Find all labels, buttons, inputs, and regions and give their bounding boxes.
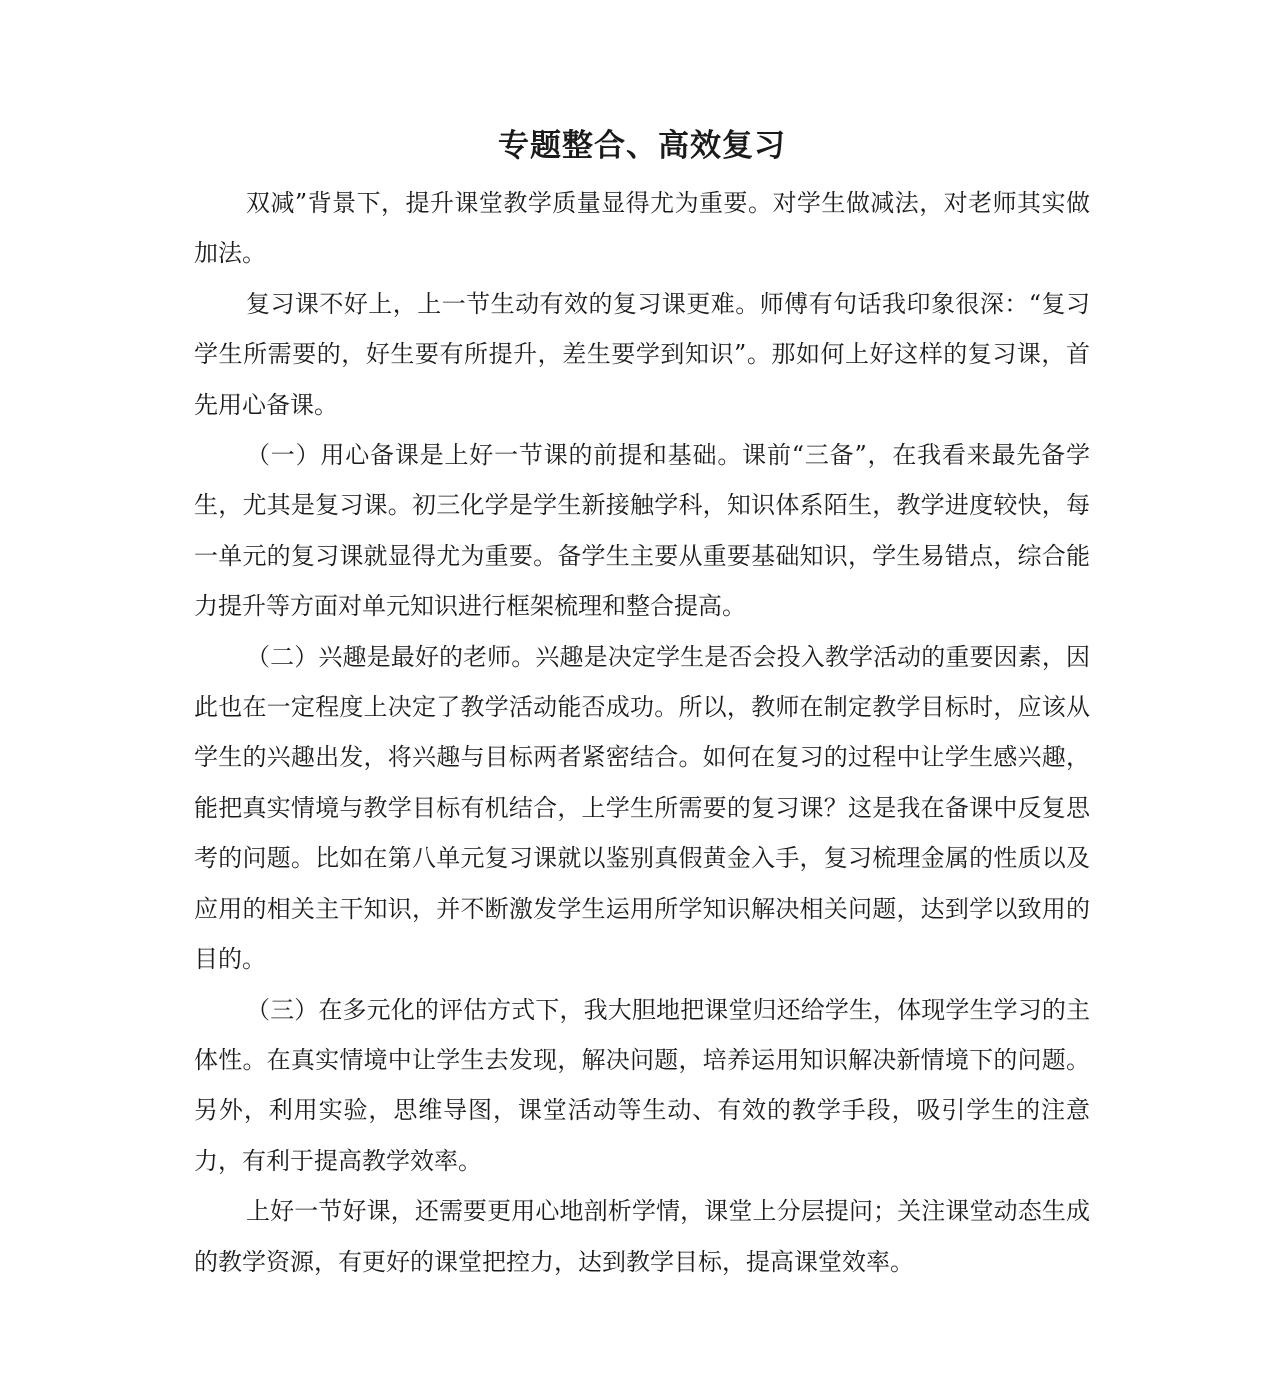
document-title: 专题整合、高效复习 (498, 128, 786, 164)
document-page (194, 118, 1090, 1287)
paragraph-conclusion: 上好一节好课，还需要更用心地剖析学情，课堂上分层提问；关注课堂动态生成的教学资源，有更好的课堂把控力，达到教学目标，提高课堂效率。 (194, 1197, 1090, 1276)
paragraph-review-class: 复习课不好上，上一节生动有效的复习课更难。师傅有句话我印象很深：“复习学生所需要的，好生要有所提升，差生要学到知识”。那如何上好这样的复习课，首先用心备课。 (194, 289, 1090, 419)
paragraph-section-three: （三）在多元化的评估方式下，我大胆地把课堂归还给学生，体现学生学习的主体性。在真实情境中让学生去发现，解决问题，培养运用知识解决新情境下的问题。另外，利用实验，思维导图，课堂活动等生动、有效的教学手段，吸引学生的注意力，有利于提高教学效率。 (194, 995, 1090, 1175)
paragraph-intro: 双减”背景下，提升课堂教学质量显得尤为重要。对学生做减法，对老师其实做加法。 (194, 189, 1090, 268)
paragraph-section-one: （一）用心备课是上好一节课的前提和基础。课前“三备”，在我看来最先备学生，尤其是复习课。初三化学是学生新接触学科，知识体系陌生，教学进度较快，每一单元的复习课就显得尤为重要。备学生主要从重要基础知识，学生易错点，综合能力提升等方面对单元知识进行框架梳理和整合提高。 (194, 441, 1090, 621)
paragraph-section-two: （二）兴趣是最好的老师。兴趣是决定学生是否会投入教学活动的重要因素，因此也在一定程度上决定了教学活动能否成功。所以，教师在制定教学目标时，应该从学生的兴趣出发，将兴趣与目标两者紧密结合。如何在复习的过程中让学生感兴趣，能把真实情境与教学目标有机结合，上学生所需要的复习课？这是我在备课中反复思考的问题。比如在第八单元复习课就以鉴别真假黄金入手，复习梳理金属的性质以及应用的相关主干知识，并不断激发学生运用所学知识解决相关问题，达到学以致用的目的。 (194, 642, 1090, 974)
